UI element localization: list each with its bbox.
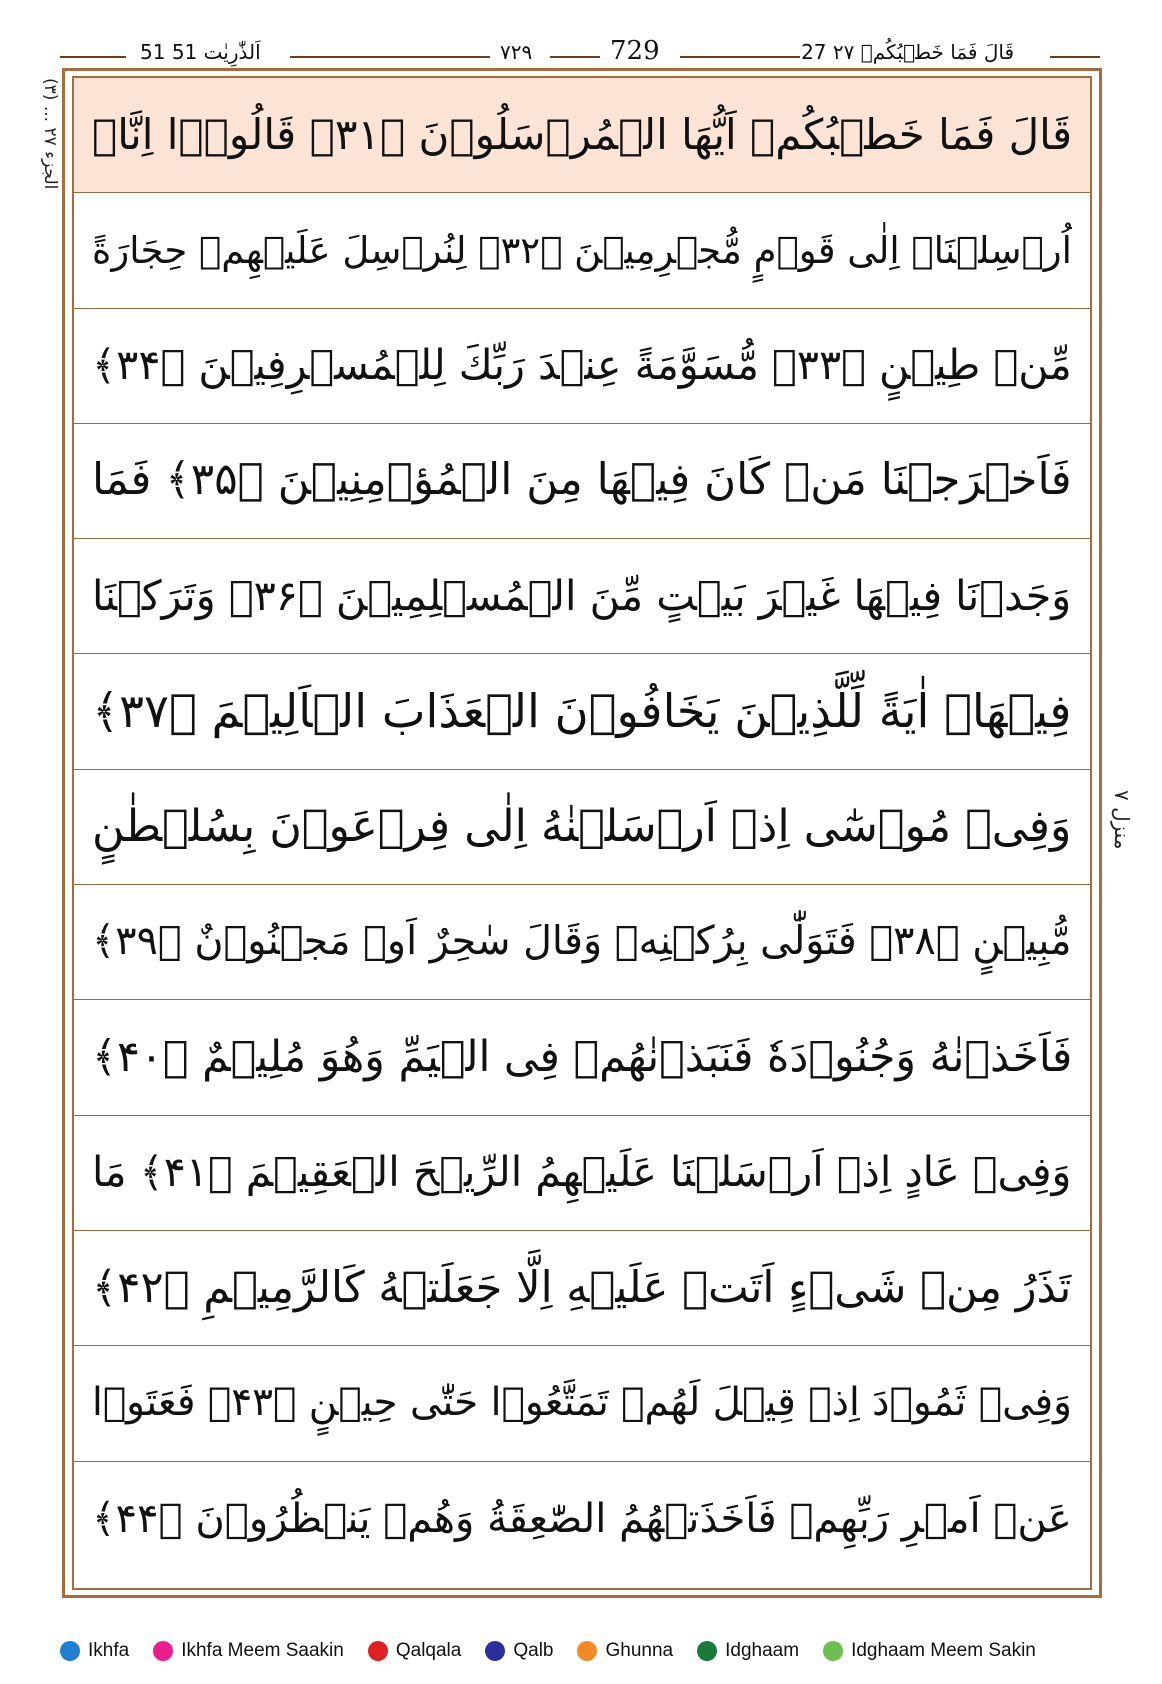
- ayah-line: [74, 539, 1090, 654]
- legend-dot-icon: [577, 1641, 597, 1661]
- legend-label: Ikhfa Meem Saakin: [181, 1640, 344, 1661]
- ayah-line: [74, 885, 1090, 1000]
- ayah-line: [74, 193, 1090, 308]
- legend-item-idghaam-meem-sakin: [823, 1640, 1036, 1662]
- legend-label: Ikhfa: [88, 1640, 130, 1661]
- ayah-line: [74, 78, 1090, 193]
- page-number-urdu: ۷۲۹: [500, 40, 533, 64]
- ayah-text: اُرۡسِلۡنَاۤ اِلٰى قَوۡمٍ مُّجۡرِمِيۡنَ ﴿۳۲﴾ لِنُرۡسِلَ عَلَيۡهِمۡ حِجَارَةً: [92, 228, 1072, 272]
- juz-name-right: 27 قَالَ فَمَا خَطۡبُكُمۡ ۲۷: [801, 40, 1014, 64]
- legend-label: Qalqala: [395, 1640, 462, 1661]
- legend-label: Idghaam: [725, 1640, 800, 1661]
- ayah-line: [74, 309, 1090, 424]
- ayah-line: [74, 1000, 1090, 1115]
- legend-item-qalb: [485, 1640, 553, 1662]
- ayah-text: فَاَخۡرَجۡنَا مَنۡ كَانَ فِيۡهَا مِنَ الۡمُؤۡمِنِيۡنَ ﴿۳۵﴾ فَمَا: [92, 455, 1072, 506]
- header-rule: [680, 56, 800, 58]
- manzil-margin-note: منزل ٧: [1110, 790, 1134, 850]
- legend-dot-icon: [60, 1641, 80, 1661]
- ayah-line: [74, 1231, 1090, 1346]
- ayah-text: وَجَدۡنَا فِيۡهَا غَيۡرَ بَيۡتٍ مِّنَ الۡمُسۡلِمِيۡنَ ﴿۳۶﴾ وَتَرَكۡنَا: [92, 571, 1072, 620]
- header-rule: [550, 56, 600, 58]
- legend-dot-icon: [485, 1641, 505, 1661]
- ayah-text: فَاَخَذۡنٰهُ وَجُنُوۡدَهٗ فَنَبَذۡنٰهُمۡ فِى الۡيَمِّ وَهُوَ مُلِيۡمٌ ﴿۴۰﴾: [92, 1032, 1073, 1083]
- legend-dot-icon: [153, 1641, 173, 1661]
- legend-item-idghaam: [697, 1640, 799, 1662]
- ayah-text: وَفِىۡ مُوۡسٰٓى اِذۡ اَرۡسَلۡنٰهُ اِلٰى فِرۡعَوۡنَ بِسُلۡطٰنٍ: [92, 800, 1072, 852]
- ayah-text: مُّبِيۡنٍ ﴿۳۸﴾ فَتَوَلّٰى بِرُكۡنِهٖ وَقَالَ سٰحِرٌ اَوۡ مَجۡنُوۡنٌ ﴿۳۹﴾: [92, 918, 1072, 965]
- ayah-line: [74, 1462, 1090, 1577]
- legend-dot-icon: [697, 1641, 717, 1661]
- legend-label: Ghunna: [605, 1640, 674, 1661]
- legend-dot-icon: [823, 1641, 843, 1661]
- ayah-line: [74, 1346, 1090, 1461]
- header-rule: [60, 56, 126, 58]
- ayah-text: تَذَرُ مِنۡ شَىۡءٍ اَتَتۡ عَلَيۡهِ اِلَّا جَعَلَتۡهُ كَالرَّمِيۡمِ ﴿۴۲﴾: [92, 1262, 1072, 1313]
- header-rule: [1050, 56, 1100, 58]
- legend-item-qalqala: [368, 1640, 462, 1662]
- legend-item-ghunna: [577, 1640, 673, 1662]
- ayah-text: فِيۡهَاۤ اٰيَةً لِّلَّذِيۡنَ يَخَافُوۡنَ الۡعَذَابَ الۡاَلِيۡمَ ﴿۳۷﴾: [92, 684, 1072, 739]
- page-header: [60, 38, 1100, 68]
- ayah-line: [74, 424, 1090, 539]
- legend-item-ikhfa-meem-saakin: [153, 1640, 344, 1662]
- ayah-line: [74, 770, 1090, 885]
- juz-margin-note: الجزء ٢٧ ... (٣): [40, 78, 60, 190]
- ayah-text: مِّنۡ طِيۡنٍ ﴿۳۳﴾ مُّسَوَّمَةً عِنۡدَ رَبِّكَ لِلۡمُسۡرِفِيۡنَ ﴿۳۴﴾: [92, 341, 1072, 390]
- ayah-text: وَفِىۡ عَادٍ اِذۡ اَرۡسَلۡنَا عَلَيۡهِمُ الرِّيۡحَ الۡعَقِيۡمَ ﴿۴۱﴾ مَا: [92, 1148, 1072, 1197]
- ayah-text: وَفِىۡ ثَمُوۡدَ اِذۡ قِيۡلَ لَهُمۡ تَمَتَّعُوۡا حَتّٰى حِيۡنٍ ﴿۴۳﴾ فَعَتَوۡا: [92, 1379, 1072, 1425]
- legend-label: Qalb: [513, 1640, 554, 1661]
- legend-item-ikhfa: [60, 1640, 129, 1662]
- legend-label: Idghaam Meem Sakin: [851, 1640, 1036, 1661]
- legend-dot-icon: [368, 1641, 388, 1661]
- surah-name-left: 51 اَلذّٰرِيٰت 51: [140, 40, 261, 64]
- ayah-text: قَالَ فَمَا خَطۡبُكُمۡ اَيُّهَا الۡمُرۡسَلُوۡنَ ﴿۳۱﴾ قَالُوۡۤا اِنَّاۤ: [92, 110, 1073, 160]
- page-number: 729: [610, 36, 660, 66]
- ayah-text: عَنۡ اَمۡرِ رَبِّهِمۡ فَاَخَذَتۡهُمُ الصّٰعِقَةُ وَهُمۡ يَنۡظُرُوۡنَ ﴿۴۴﴾: [92, 1496, 1072, 1543]
- ayah-line: [74, 655, 1090, 770]
- quran-text-block: [72, 76, 1092, 1590]
- header-rule: [290, 56, 490, 58]
- ayah-line: [74, 1116, 1090, 1231]
- tajweed-legend: [60, 1636, 1120, 1666]
